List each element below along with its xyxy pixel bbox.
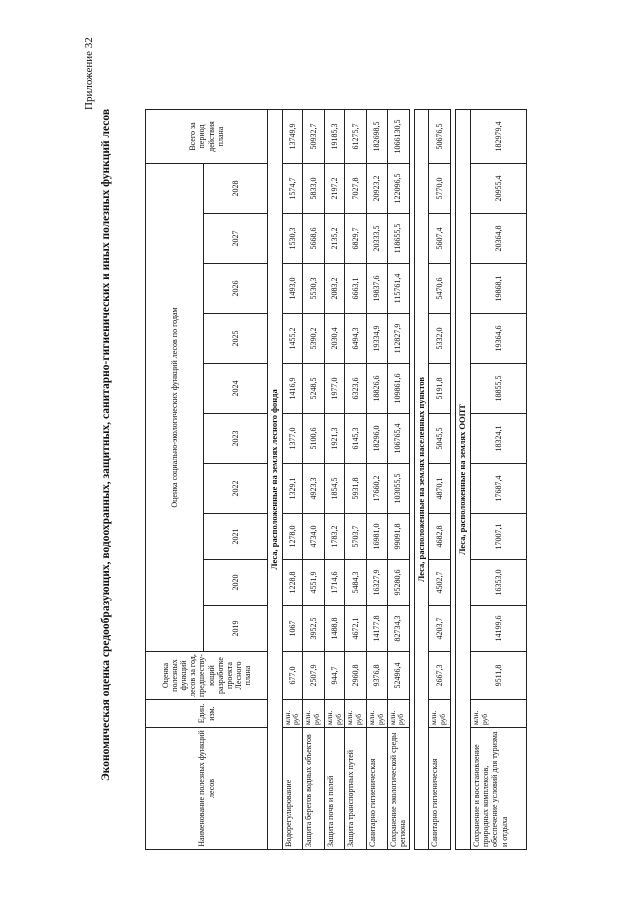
year-value-cell: 17660,2: [367, 464, 387, 514]
year-value-cell: 109861,6: [387, 364, 409, 414]
year-value-cell: 5332,0: [429, 314, 451, 364]
header-estimate: Оценка полезных функций лесов за год, предшеству-ющий разработке проекта Лесного плана: [146, 652, 268, 700]
prev-year-estimate-cell: 2507,9: [303, 652, 325, 700]
forest-functions-table: [145, 109, 527, 850]
year-value-cell: 5931,8: [345, 464, 367, 514]
year-value-cell: 14199,6: [471, 606, 527, 652]
total-cell: 50932,7: [303, 110, 325, 164]
year-value-cell: 4870,1: [429, 464, 451, 514]
year-value-cell: 18855,5: [471, 364, 527, 414]
header-unit: Един. изм.: [146, 700, 268, 728]
table-row: [325, 110, 345, 850]
total-cell: 19185,3: [325, 110, 345, 164]
year-value-cell: 14177,8: [367, 606, 387, 652]
year-value-cell: 115761,4: [387, 264, 409, 314]
year-value-cell: 7027,8: [345, 164, 367, 214]
table-row: [429, 110, 451, 850]
function-name-cell: Санитарно гигиеническая: [429, 728, 451, 850]
function-name-cell: Сохранение экологической среды региона: [387, 728, 409, 850]
function-name-cell: Сохранение и восстановление природных комплексов, обеспечение условий для туризма и отдыха: [471, 728, 527, 850]
year-value-cell: 1416,9: [282, 364, 302, 414]
table-row: [303, 110, 325, 850]
year-value-cell: 1278,0: [282, 514, 302, 560]
prev-year-estimate-cell: 677,0: [282, 652, 302, 700]
function-name-cell: Санитарно гигиеническая: [367, 728, 387, 850]
table-body: [268, 110, 527, 850]
total-cell: 182979,4: [471, 110, 527, 164]
header-year: 2019: [204, 606, 268, 652]
prev-year-estimate-cell: 944,7: [325, 652, 345, 700]
year-value-cell: 6323,6: [345, 364, 367, 414]
header-year: 2027: [204, 214, 268, 264]
table-row: [387, 110, 409, 850]
year-value-cell: 6829,7: [345, 214, 367, 264]
year-value-cell: 1488,8: [325, 606, 345, 652]
year-value-cell: 5668,6: [303, 214, 325, 264]
header-year: 2026: [204, 264, 268, 314]
year-value-cell: 1783,2: [325, 514, 345, 560]
unit-cell: млн. руб: [429, 700, 451, 728]
year-value-cell: 4923,3: [303, 464, 325, 514]
section-title: Леса, расположенные на землях лесного фонда: [268, 110, 283, 850]
prev-year-estimate-cell: 2667,3: [429, 652, 451, 700]
year-value-cell: 20955,4: [471, 164, 527, 214]
year-value-cell: 17687,4: [471, 464, 527, 514]
year-value-cell: 16353,0: [471, 560, 527, 606]
year-value-cell: 1530,3: [282, 214, 302, 264]
header-year: 2028: [204, 164, 268, 214]
year-value-cell: 3952,5: [303, 606, 325, 652]
year-value-cell: 99091,8: [387, 514, 409, 560]
year-value-cell: 1067: [282, 606, 302, 652]
unit-cell: млн. руб: [325, 700, 345, 728]
prev-year-estimate-cell: 9376,8: [367, 652, 387, 700]
header-total: Всего за период действия плана: [146, 110, 268, 164]
year-value-cell: 2083,2: [325, 264, 345, 314]
section-header-row: [414, 110, 429, 850]
section-header-row: [268, 110, 283, 850]
year-value-cell: 118655,5: [387, 214, 409, 264]
table-row: [282, 110, 302, 850]
year-value-cell: 1714,6: [325, 560, 345, 606]
year-value-cell: 5484,3: [345, 560, 367, 606]
year-value-cell: 95280,6: [387, 560, 409, 606]
year-value-cell: 5770,0: [429, 164, 451, 214]
year-value-cell: 2197,2: [325, 164, 345, 214]
year-value-cell: 5390,2: [303, 314, 325, 364]
year-value-cell: 4672,1: [345, 606, 367, 652]
year-value-cell: 1921,3: [325, 414, 345, 464]
function-name-cell: Защита берегов водных объектов: [303, 728, 325, 850]
year-value-cell: 5045,5: [429, 414, 451, 464]
total-cell: 50676,5: [429, 110, 451, 164]
year-value-cell: 4682,8: [429, 514, 451, 560]
header-year: 2024: [204, 364, 268, 414]
document-title: Экономическая оценка средообразующих, водоохранных, защитных, санитарно-гигиенических и иных полезных функций лесов: [100, 108, 112, 782]
year-value-cell: 20364,8: [471, 214, 527, 264]
year-value-cell: 5703,7: [345, 514, 367, 560]
year-value-cell: 1493,0: [282, 264, 302, 314]
year-value-cell: 106765,4: [387, 414, 409, 464]
year-value-cell: 1377,0: [282, 414, 302, 464]
function-name-cell: Водорегулирование: [282, 728, 302, 850]
unit-cell: млн. руб: [303, 700, 325, 728]
year-value-cell: 6663,1: [345, 264, 367, 314]
year-value-cell: 82734,3: [387, 606, 409, 652]
year-value-cell: 5833,0: [303, 164, 325, 214]
year-value-cell: 1854,5: [325, 464, 345, 514]
year-value-cell: 20923,2: [367, 164, 387, 214]
year-value-cell: 4734,0: [303, 514, 325, 560]
year-value-cell: 4502,7: [429, 560, 451, 606]
year-value-cell: 16981,0: [367, 514, 387, 560]
year-value-cell: 19334,9: [367, 314, 387, 364]
year-value-cell: 5100,6: [303, 414, 325, 464]
prev-year-estimate-cell: 9511,8: [471, 652, 527, 700]
year-value-cell: 2135,2: [325, 214, 345, 264]
year-value-cell: 1228,8: [282, 560, 302, 606]
year-value-cell: 5191,8: [429, 364, 451, 414]
unit-cell: млн. руб: [387, 700, 409, 728]
header-name: Наименование полезных функций лесов: [146, 728, 268, 850]
year-value-cell: 2030,4: [325, 314, 345, 364]
total-cell: 182698,5: [367, 110, 387, 164]
function-name-cell: Защита почв и полей: [325, 728, 345, 850]
header-year: 2023: [204, 414, 268, 464]
unit-cell: млн. руб: [471, 700, 527, 728]
year-value-cell: 112827,9: [387, 314, 409, 364]
year-value-cell: 4203,7: [429, 606, 451, 652]
prev-year-estimate-cell: 52496,4: [387, 652, 409, 700]
year-value-cell: 4551,9: [303, 560, 325, 606]
year-value-cell: 19364,6: [471, 314, 527, 364]
year-value-cell: 1574,7: [282, 164, 302, 214]
year-value-cell: 5530,3: [303, 264, 325, 314]
unit-cell: млн. руб: [367, 700, 387, 728]
header-year: 2021: [204, 514, 268, 560]
total-cell: 13749,9: [282, 110, 302, 164]
year-value-cell: 16327,9: [367, 560, 387, 606]
year-value-cell: 6145,3: [345, 414, 367, 464]
year-value-cell: 103055,5: [387, 464, 409, 514]
table-row: [367, 110, 387, 850]
year-value-cell: 1455,2: [282, 314, 302, 364]
section-title: Леса, расположенные на землях ООПТ: [456, 110, 471, 850]
unit-cell: млн. руб: [345, 700, 367, 728]
year-value-cell: 5607,4: [429, 214, 451, 264]
prev-year-estimate-cell: 2960,8: [345, 652, 367, 700]
section-title: Леса, расположенные на землях населенных пунктов: [414, 110, 429, 850]
year-value-cell: 5470,6: [429, 264, 451, 314]
table-row: [471, 110, 527, 850]
year-value-cell: 20333,5: [367, 214, 387, 264]
year-value-cell: 19837,6: [367, 264, 387, 314]
appendix-label: Приложение 32: [83, 37, 95, 110]
total-cell: 1066130,5: [387, 110, 409, 164]
header-year: 2020: [204, 560, 268, 606]
year-value-cell: 5248,5: [303, 364, 325, 414]
header-year: 2025: [204, 314, 268, 364]
year-value-cell: 17007,1: [471, 514, 527, 560]
year-value-cell: 18296,0: [367, 414, 387, 464]
total-cell: 61275,7: [345, 110, 367, 164]
year-value-cell: 19868,1: [471, 264, 527, 314]
table-row: [345, 110, 367, 850]
year-value-cell: 122096,5: [387, 164, 409, 214]
section-header-row: [456, 110, 471, 850]
unit-cell: млн. руб: [282, 700, 302, 728]
function-name-cell: Защита транспортных путей: [345, 728, 367, 850]
year-value-cell: 6494,3: [345, 314, 367, 364]
year-value-cell: 1977,0: [325, 364, 345, 414]
header-year: 2022: [204, 464, 268, 514]
year-value-cell: 1329,1: [282, 464, 302, 514]
year-value-cell: 18324,1: [471, 414, 527, 464]
year-value-cell: 18826,6: [367, 364, 387, 414]
header-by-years: Оценка социально-экологических функций лесов по годам: [146, 164, 204, 652]
